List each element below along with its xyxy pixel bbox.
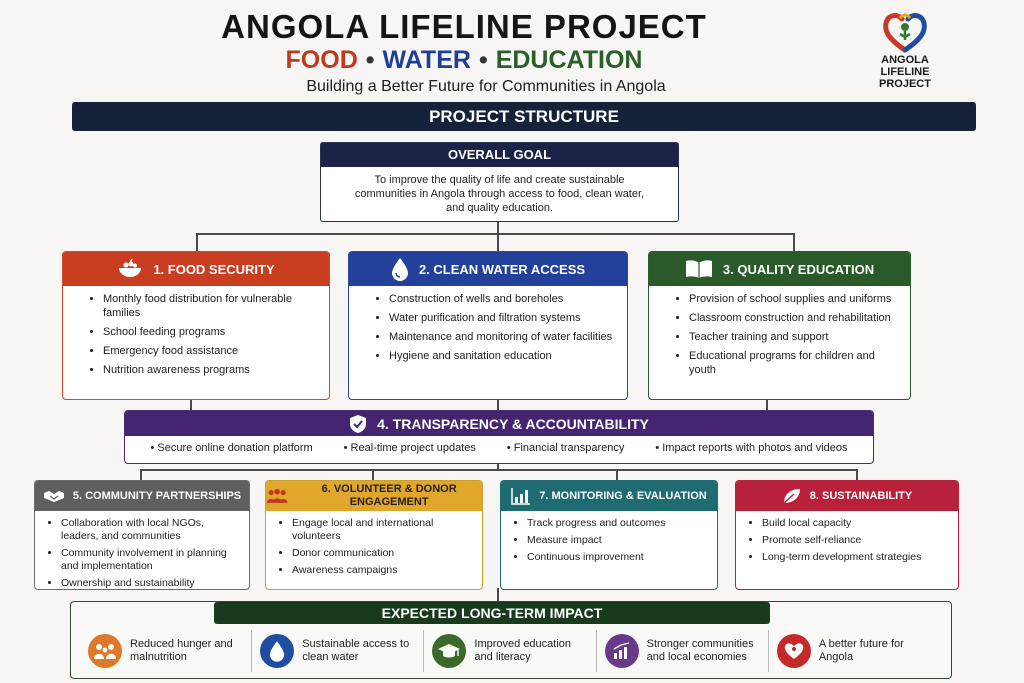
impact-item [252, 630, 424, 672]
connector-horizontal-mid [140, 469, 858, 471]
monitoring-evaluation-box [500, 480, 718, 590]
open-book-icon [685, 259, 713, 279]
connector-to-s5 [140, 469, 142, 480]
pillar-clean-water-title: 2. CLEAN WATER ACCESS [418, 261, 586, 277]
sustainability-list [736, 517, 958, 564]
transparency-header [125, 411, 873, 436]
list-item: • Awareness campaigns [292, 564, 476, 577]
poster-tagline: Building a Better Future for Communities in Angola [306, 78, 666, 95]
transparency-title: 4. TRANSPARENCY & ACCOUNTABILITY [377, 415, 649, 432]
logo-line-3: PROJECT [879, 78, 931, 90]
monitoring-evaluation-title: 7. MONITORING & EVALUATION [539, 489, 707, 502]
food-bowl-icon [117, 259, 143, 279]
connector-horizontal-top [196, 233, 794, 235]
community-partnerships-title: 5. COMMUNITY PARTNERSHIPS [72, 489, 242, 502]
list-item: • Impact reports with photos and videos [655, 442, 848, 454]
bar-chart-icon [511, 487, 531, 505]
volunteer-donor-title: 6. VOLUNTEER & DONOR ENGAGEMENT [321, 483, 457, 508]
shield-check-icon [349, 414, 367, 434]
overall-goal-title: OVERALL GOAL [321, 143, 678, 167]
impact-item [597, 630, 769, 672]
leaf-icon [782, 487, 802, 505]
pillar-clean-water [348, 251, 628, 400]
impact-item [769, 630, 940, 672]
list-item: • Continuous improvement [527, 551, 711, 564]
poster-subtitle [0, 46, 928, 75]
list-item: • Collaboration with local NGOs, leaders, and communities [61, 517, 243, 543]
connector-to-impact [497, 588, 499, 602]
community-partnerships-list [35, 517, 249, 590]
list-item: • Nutrition awareness programs [103, 363, 323, 377]
list-item: • School feeding programs [103, 325, 323, 339]
pillar-quality-education [648, 251, 911, 400]
list-item: • Ownership and sustainability [61, 577, 243, 590]
list-item: • Secure online donation platform [150, 442, 313, 454]
list-item: • Provision of school supplies and uniforms [689, 292, 904, 306]
impact-item-text: Improved education and literacy [474, 638, 572, 663]
subtitle-sep-1: • [365, 46, 375, 74]
impact-item-text: Stronger communities and local economies [646, 638, 754, 663]
pillar-clean-water-header [349, 252, 627, 286]
sustainability-title: 8. SUSTAINABILITY [809, 489, 913, 502]
list-item: • Construction of wells and boreholes [389, 292, 621, 306]
volunteer-donor-list [266, 517, 482, 577]
list-item: • Long-term development strategies [762, 551, 952, 564]
list-item: • Donor communication [292, 547, 476, 560]
list-item: • Financial transparency [506, 442, 625, 454]
impact-item [80, 630, 252, 672]
project-structure-bar: PROJECT STRUCTURE [72, 102, 976, 131]
list-item: • Water purification and filtration systems [389, 311, 621, 325]
project-logo [872, 10, 938, 90]
pillar-food-security [62, 251, 330, 400]
family-icon [88, 634, 122, 668]
subtitle-water: WATER [382, 46, 471, 74]
connector-to-s7 [616, 469, 618, 480]
handshake-icon [43, 489, 65, 503]
list-item: • Promote self-reliance [762, 534, 952, 547]
people-icon [266, 487, 288, 505]
subtitle-food: FOOD [285, 46, 358, 74]
connector-goal-down [497, 220, 499, 234]
subtitle-sep-2: • [478, 46, 488, 74]
subtitle-education: EDUCATION [495, 46, 643, 74]
transparency-items [125, 442, 873, 454]
monitoring-evaluation-header [501, 481, 717, 511]
logo-line-1: ANGOLA [881, 54, 929, 66]
water-drop-icon [391, 257, 409, 281]
transparency-accountability-box [124, 410, 874, 464]
pillar-clean-water-list [349, 292, 627, 363]
impact-item-text: Sustainable access to clean water [302, 638, 410, 663]
list-item: • Classroom construction and rehabilitation [689, 311, 904, 325]
heart-hands-logo-icon [880, 10, 930, 54]
connector-to-food [196, 233, 198, 251]
volunteer-donor-header [266, 481, 482, 511]
poster-title: ANGOLA LIFELINE PROJECT [221, 8, 707, 45]
list-item: • Build local capacity [762, 517, 952, 530]
overall-goal-text: To improve the quality of life and create sustainable communities in Angola through access to food, clean water, and quality education. [354, 174, 645, 214]
list-item: • Community involvement in planning and implementation [61, 547, 243, 573]
connector-to-s8 [856, 469, 858, 480]
pillar-food-security-list [63, 292, 329, 377]
list-item: • Engage local and international volunteers [292, 517, 476, 543]
pillar-food-security-header [63, 252, 329, 286]
list-item: • Emergency food assistance [103, 344, 323, 358]
connector-to-water [497, 233, 499, 251]
impact-item-text: Reduced hunger and malnutrition [130, 638, 233, 663]
pillar-food-security-title: 1. FOOD SECURITY [153, 261, 275, 277]
impact-items-row [80, 630, 940, 672]
graduation-cap-icon [432, 634, 466, 668]
impact-item-text: A better future for Angola [818, 638, 904, 663]
overall-goal-box [320, 142, 679, 222]
growth-chart-icon [605, 634, 639, 668]
sustainability-header [736, 481, 958, 511]
pillar-quality-education-header [649, 252, 910, 286]
list-item: • Teacher training and support [689, 330, 904, 344]
list-item: • Educational programs for children and youth [689, 349, 904, 377]
list-item: • Hygiene and sanitation education [389, 349, 621, 363]
pillar-quality-education-title: 3. QUALITY EDUCATION [722, 261, 875, 277]
pillar-quality-education-list [649, 292, 910, 377]
list-item: • Real-time project updates [343, 442, 476, 454]
impact-item [424, 630, 596, 672]
list-item: • Monthly food distribution for vulnerable families [103, 292, 323, 320]
community-partnerships-header [35, 481, 249, 511]
water-drop-icon [260, 634, 294, 668]
sustainability-box [735, 480, 959, 590]
list-item: • Maintenance and monitoring of water facilities [389, 330, 621, 344]
list-item: • Track progress and outcomes [527, 517, 711, 530]
logo-line-2: LIFELINE [880, 66, 930, 78]
connector-to-s6 [372, 469, 374, 480]
volunteer-donor-box [265, 480, 483, 590]
community-partnerships-box [34, 480, 250, 590]
long-term-impact-title: EXPECTED LONG-TERM IMPACT [214, 602, 770, 624]
monitoring-evaluation-list [501, 517, 717, 564]
connector-to-education [793, 233, 795, 251]
list-item: • Measure impact [527, 534, 711, 547]
heart-hands-icon [777, 634, 811, 668]
